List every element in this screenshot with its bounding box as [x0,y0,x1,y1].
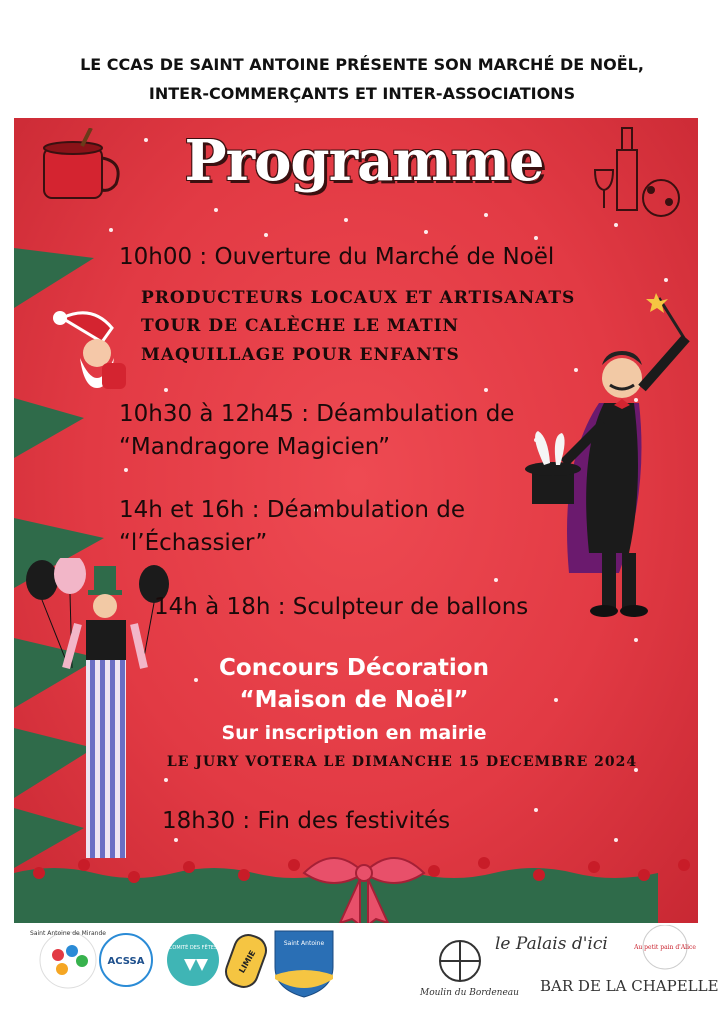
logo-alice-icon [633,925,696,969]
logo4-label: LIMIE [237,948,258,975]
program-item-magician-line2: “Mandragore Magicien” [119,434,391,460]
poster-title: Programme [184,128,544,194]
santa-claus-illustration [42,308,137,398]
logo-limie-icon [222,931,270,991]
magician-illustration [504,293,694,623]
holly-garland-illustration [14,853,698,923]
poster [14,118,698,923]
program-item-opening: 10h00 : Ouverture du Marché de Noël [119,244,555,270]
program-item-balloons: 14h à 18h : Sculpteur de ballons [154,594,529,620]
program-detail-3: MAQUILLAGE POUR ENFANTS [141,345,460,365]
palais-label: le Palais d'ici [495,934,608,954]
moulin-label: Moulin du Bordeneau [420,988,519,998]
mulled-wine-mug-icon [36,128,131,208]
logo2-label: ACSSA [107,956,145,967]
logo-saint-antoine-icon [30,930,106,988]
program-item-stilt-line1: 14h et 16h : Déambulation de [119,497,465,523]
header-line-2: INTER-COMMERÇANTS ET INTER-ASSOCIATIONS [148,84,576,103]
program-item-end: 18h30 : Fin des festivités [162,808,451,834]
logo-saint-antoine-shield-icon [275,931,333,997]
header-line-1: LE CCAS DE SAINT ANTOINE PRÉSENTE SON MARCHÉ DE NOËL, [80,55,644,74]
program-item-stilt-line2: “l’Échassier” [119,530,268,556]
logo-comite-des-fetes-icon [167,934,219,986]
contest-registration: Sur inscription en mairie [221,722,487,744]
wine-bottle-glasses-icon [589,118,694,233]
logo5-label: Saint Antoine [283,940,325,947]
logo3-label: COMITÉ DES FÊTES [168,945,218,951]
contest-title: Concours Décoration [219,655,489,681]
program-detail-1: PRODUCTEURS LOCAUX ET ARTISANATS [141,288,576,308]
logo-acssa-icon [100,934,152,986]
logo1-label: Saint Antoine de Mirande [30,930,106,937]
sponsor-logos [0,925,724,1024]
program-detail-2: TOUR DE CALÈCHE LE MATIN [141,316,460,336]
alice-label: Au petit pain d'Alice [634,944,696,951]
bar-label: BAR DE LA CHAPELLE [540,977,719,995]
header [0,50,724,108]
program-item-magician-line1: 10h30 à 12h45 : Déambulation de [119,401,515,427]
contest-subtitle: “Maison de Noël” [239,687,469,713]
contest-jury-note: LE JURY VOTERA LE DIMANCHE 15 DECEMBRE 2024 [166,754,638,770]
